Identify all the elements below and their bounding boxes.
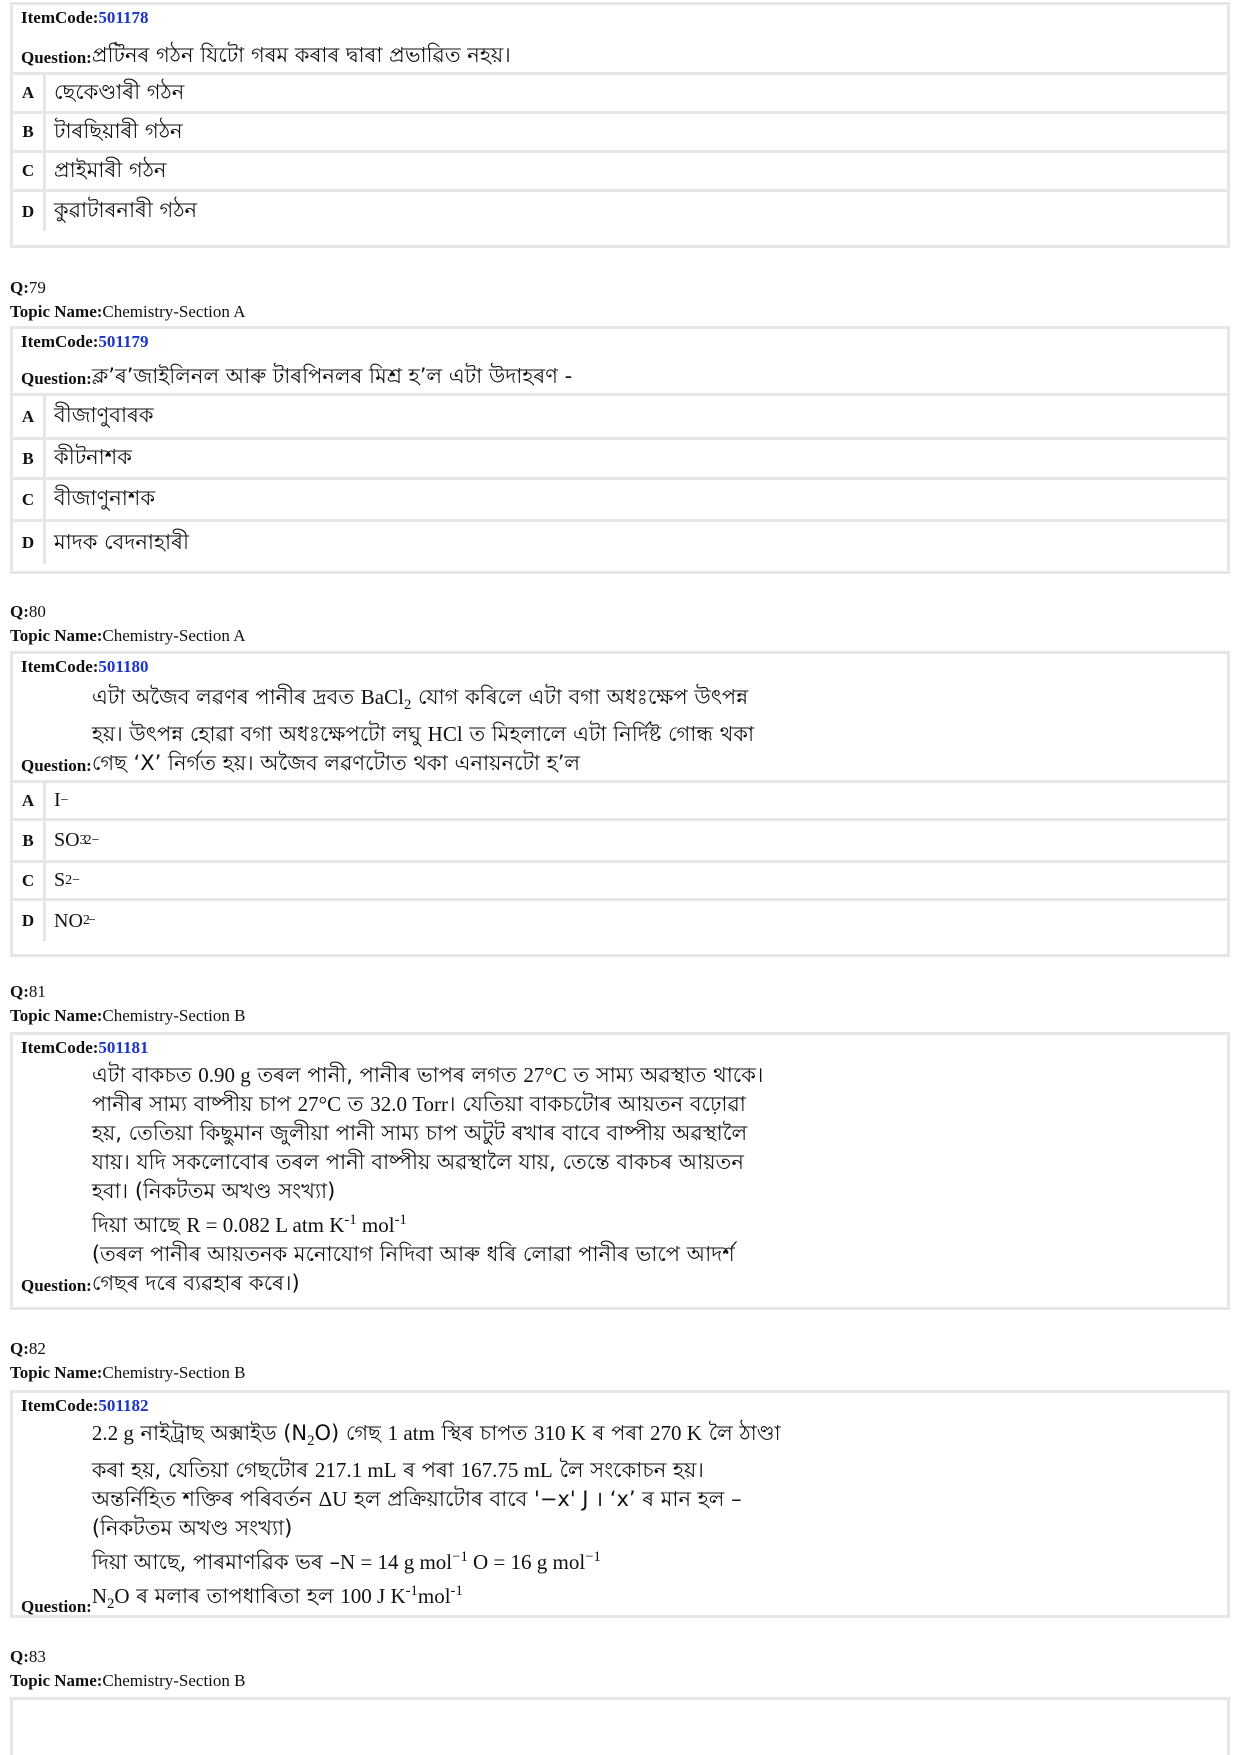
topic-name: Chemistry-Section B (102, 1671, 246, 1690)
q-number: 83 (28, 1647, 46, 1666)
option-b[interactable] (13, 440, 1227, 480)
question-line: দিয়া আছে, পাৰমাণৱিক ভৰ –N = 14 g mol$^{-1}$ O = 16 g mol$^{-1}$ (91, 1549, 601, 1575)
option-d[interactable] (13, 192, 1227, 231)
option-c[interactable] (13, 153, 1227, 192)
question-header-79 (10, 276, 245, 324)
question-line: $N_2O$ ৰ মলাৰ তাপধাৰিতা হল 100 J $K^{-1}mol^{-1}$ (91, 1583, 463, 1613)
question-text (92, 1061, 764, 1300)
item-code-value: 501178 (98, 8, 149, 27)
item-code-row (13, 5, 1227, 31)
item-code-label: ItemCode: (21, 657, 99, 676)
option-letter: A (13, 396, 46, 437)
item-code-value: 501181 (98, 1038, 149, 1057)
question-row (13, 1419, 1227, 1621)
question-text (92, 1419, 781, 1621)
question-row (13, 680, 1227, 783)
question-line: হবা। (নিকটতম অখণ্ড সংখ্যা) (91, 1179, 336, 1203)
option-letter: C (13, 480, 46, 519)
option-letter: C (13, 153, 46, 189)
question-text (92, 683, 754, 780)
option-text: বীজাণুনাশক (54, 486, 156, 510)
question-line: এটা বাকচত 0.90 g তৰল পানী, পানীৰ ভাপৰ লগত 27°C ত সাম্য অৱস্থাত থাকে। (91, 1063, 764, 1087)
question-line: (নিকটতম অখণ্ড সংখ্যা) (91, 1516, 293, 1541)
option-letter: C (13, 863, 46, 898)
option-text: SO 3 2− (54, 829, 100, 851)
options-list (13, 75, 1227, 231)
option-text: কুৱাটাৰনাৰী গঠন (54, 198, 198, 222)
option-text: বীজাণুবাৰক (54, 403, 154, 427)
item-code-row (13, 1393, 1227, 1419)
question-label: Question: (21, 48, 92, 67)
q-number: 81 (28, 982, 46, 1001)
option-letter: A (13, 783, 46, 818)
question-line: হয়। উৎপন্ন হোৱা বগা অধঃক্ষেপটো লঘু HCl ত মিহলালে এটা নিৰ্দিষ্ট গোন্ধ থকা (91, 722, 755, 746)
question-header-81 (10, 980, 245, 1028)
option-text: S 2− (54, 869, 81, 891)
question-line: (তৰল পানীৰ আয়তনক মনোযোগ নিদিবা আৰু ধৰি লোৱা পানীৰ ভাপে আদৰ্শ (91, 1242, 735, 1266)
question-line: 2.2 g নাইট্ৰাছ অক্সাইড $(N_2O)$ গেছ 1 atm স্থিৰ চাপত 310 K ৰ পৰা 270 K লৈ ঠাণ্ডা (91, 1421, 781, 1450)
question-line: গেছৰ দৰে ব্যৱহাৰ কৰে।) (91, 1271, 300, 1295)
question-line: এটা অজৈব লৱণৰ পানীৰ দ্ৰবত BaCl$_2$ যোগ কৰিলে এটা বগা অধঃক্ষেপ উৎপন্ন (91, 684, 749, 713)
topic-label: Topic Name: (10, 1006, 103, 1025)
topic-name: Chemistry-Section B (102, 1363, 246, 1382)
option-c[interactable] (13, 863, 1227, 901)
topic-label: Topic Name: (10, 1363, 103, 1382)
item-code-value: 501179 (98, 332, 149, 351)
question-text: প্ৰটিনৰ গঠন যিটো গৰম কৰাৰ দ্বাৰা প্ৰভাৱিত নহয়। (91, 43, 511, 67)
q-number: 80 (28, 602, 46, 621)
item-code-value: 501180 (98, 657, 149, 676)
option-d[interactable] (13, 901, 1227, 941)
option-text: NO 2 − (54, 909, 96, 932)
topic-label: Topic Name: (10, 1671, 103, 1690)
q-number: 79 (28, 278, 46, 297)
question-card-501182 (10, 1390, 1230, 1618)
question-line: গেছ ‘X’ নিৰ্গত হয়। অজৈব লৱণটোত থকা এনায়নটো হ’ল (91, 751, 581, 775)
question-row (13, 31, 1227, 75)
option-letter: B (13, 440, 46, 477)
option-b[interactable] (13, 114, 1227, 153)
topic-label: Topic Name: (10, 626, 103, 645)
option-text: মাদক বেদনাহাৰী (54, 529, 189, 554)
q-label: Q: (10, 1647, 29, 1666)
question-line: দিয়া আছে R = 0.082 L atm $K^{-1}$ mol$^{-1}$ (91, 1212, 407, 1237)
question-header-83 (10, 1645, 245, 1693)
question-line: হয়, তেতিয়া কিছুমান জুলীয়া পানী সাম্য চাপ অটুট ৰখাৰ বাবে বাষ্পীয় অৱস্থালৈ (91, 1121, 748, 1145)
q-label: Q: (10, 602, 29, 621)
question-header-82 (10, 1337, 245, 1385)
item-code-label: ItemCode: (21, 8, 99, 27)
question-label: Question: (21, 1276, 92, 1295)
question-line: পানীৰ সাম্য বাষ্পীয় চাপ 27°C ত 32.0 Torr। যেতিয়া বাকচটোৰ আয়তন বঢ়োৱা (91, 1092, 746, 1116)
question-label: Question: (21, 369, 92, 388)
question-line: কৰা হয়, যেতিয়া গেছটোৰ 217.1 mL ৰ পৰা 167.75 mL লৈ সংকোচন হয়। (91, 1458, 704, 1483)
question-card-501179 (10, 326, 1230, 574)
option-a[interactable] (13, 75, 1227, 114)
topic-label: Topic Name: (10, 302, 103, 321)
question-row (13, 1061, 1227, 1300)
options-list (13, 396, 1227, 564)
option-letter: A (13, 75, 46, 111)
item-code-label: ItemCode: (21, 1038, 99, 1057)
question-label: Question: (21, 756, 92, 775)
q-number: 82 (28, 1339, 46, 1358)
item-code-label: ItemCode: (21, 1396, 99, 1415)
question-header-80 (10, 600, 245, 648)
question-label: Question: (21, 1597, 92, 1617)
question-line: যায়। যদি সকলোবোৰ তৰল পানী বাষ্পীয় অৱস্থালৈ যায়, তেন্তে বাকচৰ আয়তন (91, 1150, 744, 1174)
option-letter: B (13, 821, 46, 860)
option-c[interactable] (13, 480, 1227, 522)
item-code-row (13, 654, 1227, 680)
option-d[interactable] (13, 522, 1227, 564)
q-label: Q: (10, 278, 29, 297)
option-text: I − (54, 789, 69, 811)
question-card-next (10, 1697, 1230, 1755)
item-code-value: 501182 (98, 1396, 149, 1415)
question-card-501178 (10, 2, 1230, 248)
option-letter: D (13, 522, 46, 564)
item-code-row (13, 1035, 1227, 1061)
topic-name: Chemistry-Section A (102, 302, 246, 321)
question-card-501181 (10, 1032, 1230, 1310)
option-text: প্ৰাইমাৰী গঠন (54, 157, 167, 182)
option-letter: D (13, 901, 46, 941)
option-a[interactable] (13, 396, 1227, 440)
question-card-501180 (10, 651, 1230, 957)
topic-name: Chemistry-Section A (102, 626, 246, 645)
option-letter: D (13, 192, 46, 231)
option-b[interactable] (13, 821, 1227, 863)
option-text: ছেকেণ্ডাৰী গঠন (54, 79, 185, 104)
option-a[interactable] (13, 783, 1227, 821)
topic-name: Chemistry-Section B (102, 1006, 246, 1025)
question-line: অন্তৰ্নিহিত শক্তিৰ পৰিবৰ্তন ΔU হল প্ৰক্ৰিয়াটোৰ বাবে '−x' J । ‘x’ ৰ মান হল – (91, 1487, 742, 1512)
q-label: Q: (10, 982, 29, 1001)
item-code-label: ItemCode: (21, 332, 99, 351)
option-text: কীটনাশক (54, 445, 132, 469)
option-text: টাৰছিয়াৰী গঠন (54, 118, 183, 143)
item-code-row (13, 329, 1227, 355)
option-letter: B (13, 114, 46, 150)
question-text: ক্ল’ৰ’জাইলিনল আৰু টাৰপিনলৰ মিশ্ৰ হ’ল এটা উদাহৰণ - (91, 364, 573, 388)
options-list (13, 783, 1227, 941)
q-label: Q: (10, 1339, 29, 1358)
question-row (13, 355, 1227, 396)
